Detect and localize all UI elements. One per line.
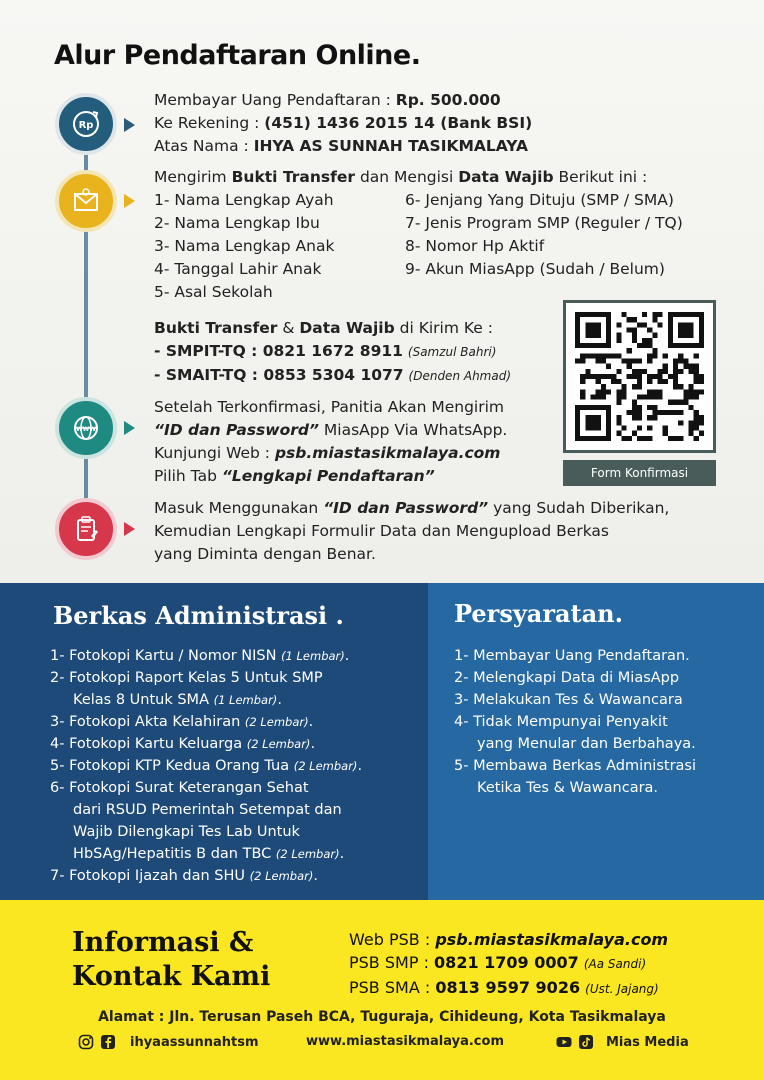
berkas-item <box>50 777 362 799</box>
info-title-line1: Informasi & <box>72 927 254 958</box>
berkas-item-note: (2 Lembar) <box>293 759 358 773</box>
contact-list <box>349 928 668 1001</box>
berkas-item <box>50 799 362 821</box>
tab-name: “Lengkapi Pendaftaran” <box>221 467 435 485</box>
account-name-label: Atas Nama : <box>154 137 254 155</box>
berkas-item <box>50 843 362 865</box>
berkas-item-note: (1 Lembar) <box>213 693 278 707</box>
whatsapp-line: MiasApp Via WhatsApp. <box>318 421 508 439</box>
media-row <box>556 1034 689 1050</box>
login-part-b: “ID dan Password” <box>323 499 489 517</box>
required-data-col2 <box>405 189 683 281</box>
visit-label: Kunjungi Web : <box>154 444 275 462</box>
berkas-item-text: 6- Fotokopi Surat Keterangan Sehat <box>50 780 309 796</box>
berkas-item-tail: . <box>277 692 282 708</box>
berkas-item-text: HbSAg/Hepatitis B dan TBC <box>50 846 276 862</box>
syarat-item: 1- Membayar Uang Pendaftaran. <box>454 648 690 664</box>
sma-label: PSB SMA : <box>349 978 436 997</box>
sma-contact[interactable]: - SMAIT-TQ : 0853 5304 1077 <box>154 366 404 384</box>
berkas-item-text: 7- Fotokopi Ijazah dan SHU <box>50 868 250 884</box>
address: Alamat : Jln. Terusan Paseh BCA, Tuguraja, Cihideung, Kota Tasikmalaya <box>98 1009 666 1025</box>
sma-phone[interactable]: 0813 9597 9026 <box>435 978 581 997</box>
berkas-item-text: 2- Fotokopi Raport Kelas 5 Untuk SMP <box>50 670 323 686</box>
rupiah-icon <box>69 107 103 141</box>
qr-code-image <box>575 312 704 441</box>
berkas-item <box>50 645 362 667</box>
sma-contact-name: (Denden Ahmad) <box>408 369 512 383</box>
berkas-item-text: Wajib Dilengkapi Tes Lab Untuk <box>50 824 300 840</box>
smp-contact[interactable]: - SMPIT-TQ : 0821 1672 8911 <box>154 342 403 360</box>
list-item: 8- Nomor Hp Aktif <box>405 237 545 255</box>
required-data-col1 <box>154 189 334 304</box>
berkas-item <box>50 733 362 755</box>
sma-name: (Ust. Jajang) <box>585 982 659 996</box>
berkas-item-tail: . <box>339 846 345 862</box>
berkas-item-note: (2 Lembar) <box>249 869 314 883</box>
berkas-title: Berkas Administrasi . <box>53 601 344 630</box>
facebook-icon[interactable] <box>100 1034 116 1050</box>
globe-icon <box>69 411 103 445</box>
berkas-item-note: (1 Lembar) <box>281 649 345 663</box>
syarat-item: Ketika Tes & Wawancara. <box>454 780 659 796</box>
correct-line: yang Diminta dengan Benar. <box>154 545 376 563</box>
intro-part-d: Data Wajib <box>458 168 554 186</box>
social-handle-row <box>78 1034 259 1050</box>
berkas-item-tail: . <box>308 714 314 730</box>
send-part-a: Bukti Transfer <box>154 319 278 337</box>
syarat-item: 3- Melakukan Tes & Wawancara <box>454 692 683 708</box>
berkas-item-text: 3- Fotokopi Akta Kelahiran <box>50 714 245 730</box>
step4-arrow <box>124 522 135 536</box>
complete-form-info <box>154 497 669 566</box>
svg-text:WWW: WWW <box>76 426 96 433</box>
berkas-item-text: 5- Fotokopi KTP Kedua Orang Tua <box>50 758 294 774</box>
send-part-c: Data Wajib <box>299 319 395 337</box>
step1-arrow <box>124 118 135 132</box>
login-part-a: Masuk Menggunakan <box>154 499 324 517</box>
svg-text:Rp: Rp <box>78 120 94 131</box>
syarat-list <box>454 645 696 799</box>
media-name[interactable]: Mias Media <box>606 1034 689 1050</box>
berkas-item-text: dari RSUD Pemerintah Setempat dan <box>50 802 342 818</box>
berkas-item-note: (2 Lembar) <box>275 847 340 861</box>
tiktok-icon[interactable] <box>578 1034 594 1050</box>
info-title <box>72 926 270 994</box>
berkas-item-tail: . <box>357 758 363 774</box>
page-title: Alur Pendaftaran Online. <box>54 40 421 71</box>
berkas-item-text: 4- Fotokopi Kartu Keluarga <box>50 736 247 752</box>
smp-contact-name: (Samzul Bahri) <box>407 345 497 359</box>
clipboard-icon <box>69 512 103 546</box>
smp-phone[interactable]: 0821 1709 0007 <box>434 953 579 972</box>
send-part-b: & <box>277 319 300 337</box>
list-item: 4- Tanggal Lahir Anak <box>154 260 322 278</box>
payment-info <box>154 89 532 158</box>
send-part-d: di Kirim Ke : <box>394 319 493 337</box>
transfer-intro <box>154 166 647 189</box>
berkas-item-text: 1- Fotokopi Kartu / Nomor NISN <box>50 648 282 664</box>
amount-label: Membayar Uang Pendaftaran : <box>154 91 396 109</box>
berkas-item <box>50 667 362 689</box>
web-label: Web PSB : <box>349 930 436 949</box>
berkas-item <box>50 865 362 887</box>
web-link[interactable]: psb.miastasikmalaya.com <box>435 930 669 949</box>
web-step-icon <box>55 397 117 459</box>
list-item: 1- Nama Lengkap Ayah <box>154 191 334 209</box>
list-item: 2- Nama Lengkap Ibu <box>154 214 320 232</box>
qr-code[interactable] <box>563 300 716 453</box>
envelope-icon <box>69 184 103 218</box>
account-label: Ke Rekening : <box>154 114 265 132</box>
syarat-title: Persyaratan. <box>454 599 623 628</box>
berkas-item <box>50 755 362 777</box>
smp-label: PSB SMP : <box>349 953 435 972</box>
intro-part-a: Mengirim <box>154 168 232 186</box>
step2-arrow <box>124 194 135 208</box>
account-value: (451) 1436 2015 14 (Bank BSI) <box>264 114 533 132</box>
form-step-icon <box>55 498 117 560</box>
login-info <box>154 396 507 488</box>
send-to-info <box>154 317 511 388</box>
berkas-item-tail: . <box>313 868 318 884</box>
form-line: Kemudian Lengkapi Formulir Data dan Mengupload Berkas <box>154 522 609 540</box>
smp-name: (Aa Sandi) <box>583 957 647 971</box>
berkas-item-note: (2 Lembar) <box>246 737 311 751</box>
intro-part-b: Bukti Transfer <box>231 168 356 186</box>
social-handle[interactable]: ihyaassunnahtsm <box>130 1034 259 1050</box>
list-item: 5- Asal Sekolah <box>154 283 273 301</box>
confirm-line: Setelah Terkonfirmasi, Panitia Akan Mengirim <box>154 398 505 416</box>
list-item: 9- Akun MiasApp (Sudah / Belum) <box>405 260 665 278</box>
syarat-item: 4- Tidak Mempunyai Penyakit <box>454 714 668 730</box>
list-item: 7- Jenis Program SMP (Reguler / TQ) <box>405 214 683 232</box>
berkas-item-text: Kelas 8 Untuk SMA <box>50 692 214 708</box>
berkas-item-tail: . <box>344 648 350 664</box>
syarat-item: 5- Membawa Berkas Administrasi <box>454 758 696 774</box>
berkas-item <box>50 821 362 843</box>
berkas-item <box>50 711 362 733</box>
berkas-list <box>50 645 362 887</box>
berkas-item-note: (2 Lembar) <box>244 715 309 729</box>
amount-value: Rp. 500.000 <box>395 91 501 109</box>
berkas-item <box>50 689 362 711</box>
intro-part-c: dan Mengisi <box>355 168 459 186</box>
qr-caption: Form Konfirmasi <box>563 460 716 486</box>
step3-arrow <box>124 421 135 435</box>
account-name-value: IHYA AS SUNNAH TASIKMALAYA <box>253 137 529 155</box>
login-part-c: yang Sudah Diberikan, <box>488 499 670 517</box>
payment-step-icon <box>55 93 117 155</box>
credentials-label: “ID dan Password” <box>154 421 319 439</box>
website-row <box>306 1034 504 1049</box>
info-title-line2: Kontak Kami <box>72 961 271 992</box>
berkas-item-tail: . <box>310 736 316 752</box>
list-item: 3- Nama Lengkap Anak <box>154 237 335 255</box>
syarat-item: 2- Melengkapi Data di MiasApp <box>454 670 680 686</box>
youtube-icon[interactable] <box>556 1034 572 1050</box>
list-item: 6- Jenjang Yang Dituju (SMP / SMA) <box>405 191 674 209</box>
website-link[interactable]: www.miastasikmalaya.com <box>306 1034 504 1049</box>
syarat-item: yang Menular dan Berbahaya. <box>454 736 696 752</box>
transfer-step-icon <box>55 170 117 232</box>
tab-label: Pilih Tab <box>154 467 222 485</box>
instagram-icon[interactable] <box>78 1034 94 1050</box>
intro-part-e: Berikut ini : <box>553 168 648 186</box>
psb-web-link[interactable]: psb.miastasikmalaya.com <box>274 444 501 462</box>
